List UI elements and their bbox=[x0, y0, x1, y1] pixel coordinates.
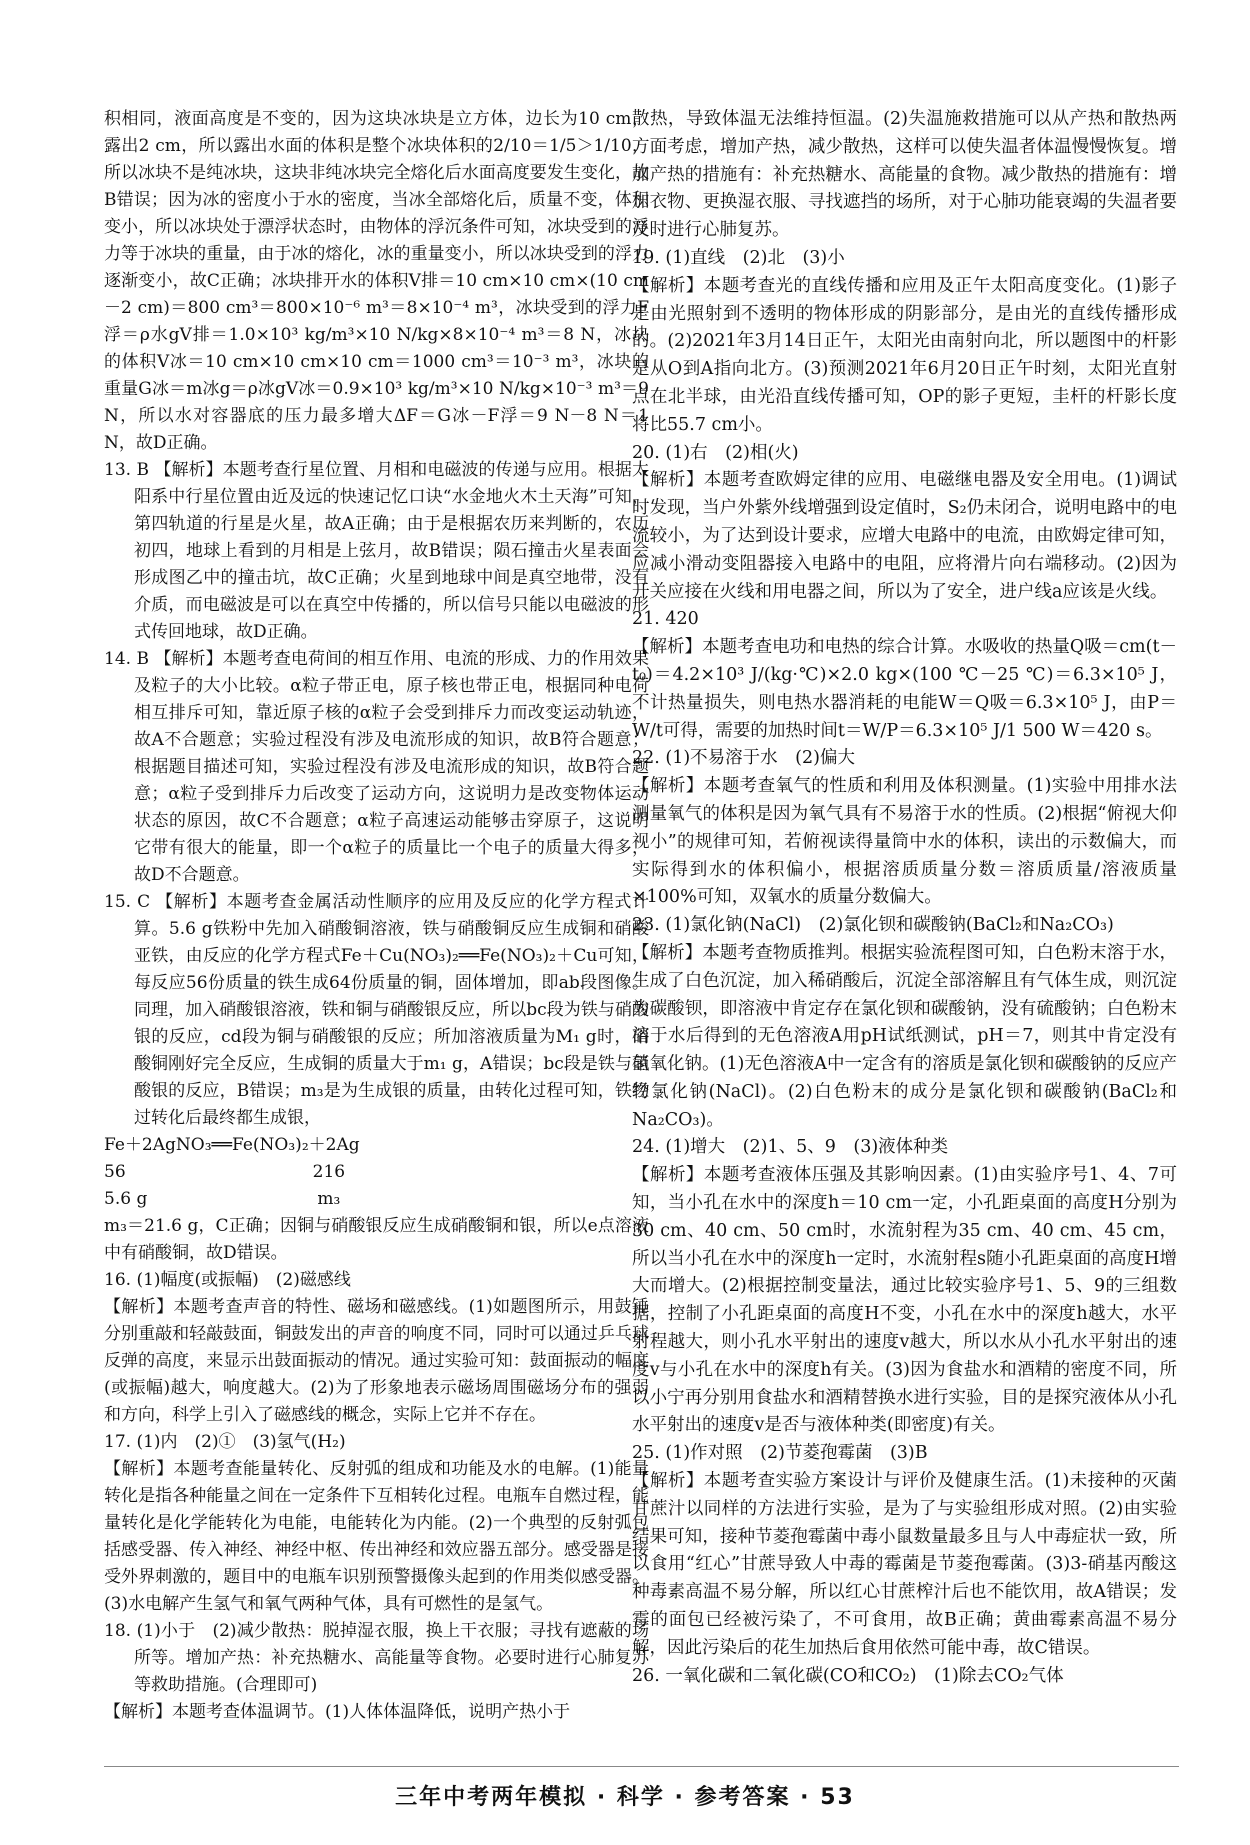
right-analysis-21: 【解析】本题考查电功和电热的综合计算。水吸收的热量Q吸＝cm(t－t₀)＝4.2×10³ J/(kg·℃)×2.0 kg×(100 ℃－25 ℃)＝6.3×10⁵ J，不计热量损失，则电热水器消耗的电能W＝Q吸＝6.3×10⁵ J，由P＝W/t可得，需要的加热时间t＝W/P＝6.3×10⁵ J/1 500 W＝420 s。 bbox=[632, 637, 1177, 741]
left-answer-18: 18. (1)小于 (2)减少散热：脱掉湿衣服，换上干衣服；寻找有遮蔽的场所等。增加产热：补充热糖水、高能量等食物。必要时进行心肺复苏等救助措施。(合理即可) bbox=[104, 1621, 649, 1695]
right-answer-21: 21. 420 bbox=[632, 609, 699, 630]
right-answer-26: 26. 一氧化碳和二氧化碳(CO和CO₂) (1)除去CO₂气体 bbox=[632, 1665, 1064, 1686]
right-analysis-25: 【解析】本题考查实验方案设计与评价及健康生活。(1)未接种的灭菌甘蔗汁以同样的方法进行实验，是为了与实验组形成对照。(2)由实验结果可知，接种节菱孢霉菌中毒小鼠数量最多且与人中毒症状一致，所以食用“红心”甘蔗导致人中毒的霉菌是节菱孢霉菌。(3)3-硝基丙酸这种毒素高温不易分解，所以红心甘蔗榨汁后也不能饮用，故A错误；发霉的面包已经被污染了，不可食用，故B正确；黄曲霉素高温不易分解，因此污染后的花生加热后食用依然可能中毒，故C错误。 bbox=[632, 1471, 1177, 1658]
left-analysis-17: 【解析】本题考查能量转化、反射弧的组成和功能及水的电解。(1)能量转化是指各种能量之间在一定条件下互相转化过程。电瓶车自燃过程，能量转化是化学能转化为电能，电能转化为内能。(2)一个典型的反射弧包括感受器、传入神经、神经中枢、传出神经和效应器五部分。感受器是接受外界刺激的，题目中的电瓶车识别预警摄像头起到的作用类似感受器。(3)水电解产生氢气和氧气两种气体，具有可燃性的是氢气。 bbox=[104, 1459, 649, 1614]
right-answer-25: 25. (1)作对照 (2)节菱孢霉菌 (3)B bbox=[632, 1443, 928, 1464]
right-answer-20: 20. (1)右 (2)相(火) bbox=[632, 442, 799, 463]
right-answer-23: 23. (1)氯化钠(NaCl) (2)氯化钡和碳酸钠(BaCl₂和Na₂CO₃) bbox=[632, 915, 1114, 936]
left-equation-row1: 56 216 bbox=[104, 1162, 346, 1182]
left-answer-16: 16. (1)幅度(或振幅) (2)磁感线 bbox=[104, 1270, 351, 1290]
left-para-7: m₃＝21.6 g，C正确；因铜与硝酸银反应生成硝酸铜和银，所以e点溶液中有硝酸铜，故D错误。 bbox=[104, 1216, 649, 1263]
right-analysis-20: 【解析】本题考查欧姆定律的应用、电磁继电器及安全用电。(1)调试时发现，当户外紫外线增强到设定值时，S₂仍未闭合，说明电路中的电流较小，为了达到设计要求，应增大电路中的电流，由欧姆定律可知，应减小滑动变阻器接入电路中的电阻，应将滑片向右端移动。(2)因为开关应接在火线和用电器之间，所以为了安全，进户线a应该是火线。 bbox=[632, 470, 1177, 602]
right-analysis-23: 【解析】本题考查物质推判。根据实验流程图可知，白色粉末溶于水，生成了白色沉淀，加入稀硝酸后，沉淀全部溶解且有气体生成，则沉淀为碳酸钡，即溶液中肯定存在氯化钡和碳酸钠，没有硫酸钠；白色粉末溶于水后得到的无色溶液A用pH试纸测试，pH＝7，则其中肯定没有氢氧化钠。(1)无色溶液A中一定含有的溶质是氯化钡和碳酸钠的反应产物氯化钠(NaCl)。(2)白色粉末的成分是氯化钡和碳酸钠(BaCl₂和Na₂CO₃)。 bbox=[632, 942, 1177, 1130]
left-analysis-18: 【解析】本题考查体温调节。(1)人体体温降低，说明产热小于 bbox=[104, 1702, 571, 1722]
page-footer: 三年中考两年模拟 · 科学 · 参考答案 · 53 bbox=[395, 1785, 855, 1810]
left-equation-row2: 5.6 g m₃ bbox=[104, 1189, 341, 1209]
left-para-1: 13. B 【解析】本题考查行星位置、月相和电磁波的传递与应用。根据太阳系中行星位置由近及远的快速记忆口诀“水金地火木土天海”可知，第四轨道的行星是火星，故A正确；由于是根据农历来判断的，农历初四，地球上看到的月相是上弦月，故B错误；陨石撞击火星表面会形成图乙中的撞击坑，故C正确；火星到地球中间是真空地带，没有介质，而电磁波是可以在真空中传播的，所以信号只能以电磁波的形式传回地球，故D正确。 bbox=[104, 460, 649, 642]
right-analysis-24: 【解析】本题考查液体压强及其影响因素。(1)由实验序号1、4、7可知，当小孔在水中的深度h＝10 cm一定，小孔距桌面的高度H分别为30 cm、40 cm、50 cm时，水流射程为35 cm、40 cm、45 cm，所以当小孔在水中的深度h一定时，水流射程s随小孔距桌面的高度H增大而增大。(2)根据控制变量法，通过比较实验序号1、5、9的三组数据，控制了小孔距桌面的高度H不变，小孔在水中的深度h越大，水平射程越大，则小孔水平射出的速度v越大，所以水从小孔水平射出的速度v与小孔在水中的深度h有关。(3)因为食盐水和酒精的密度不同，所以小宁再分别用食盐水和酒精替换水进行实验，目的是探究液体从小孔水平射出的速度v是否与液体种类(即密度)有关。 bbox=[632, 1165, 1177, 1436]
right-answer-22: 22. (1)不易溶于水 (2)偏大 bbox=[632, 748, 855, 769]
right-answer-19: 19. (1)直线 (2)北 (3)小 bbox=[632, 247, 845, 268]
right-answer-24: 24. (1)增大 (2)1、5、9 (3)液体种类 bbox=[632, 1137, 949, 1158]
left-para-0: 积相同，液面高度是不变的，因为这块冰块是立方体，边长为10 cm，露出2 cm，所以露出水面的体积是整个冰块体积的2/10＝1/5＞1/10，所以冰块不是纯冰块，这块非纯冰块完全熔化后水面高度要发生变化，故B错误；因为冰的密度小于水的密度，当冰全部熔化后，质量不变，体积变小，所以冰块处于漂浮状态时，由物体的浮沉条件可知，冰块受到的浮力等于冰块的重量，由于冰的熔化，冰的重量变小，所以冰块受到的浮力逐渐变小，故C正确；冰块排开水的体积V排＝10 cm×10 cm×(10 cm－2 cm)＝800 cm³＝800×10⁻⁶ m³＝8×10⁻⁴ m³，冰块受到的浮力F浮＝ρ水gV排＝1.0×10³ kg/m³×10 N/kg×8×10⁻⁴ m³＝8 N，冰块的体积V冰＝10 cm×10 cm×10 cm＝1000 cm³＝10⁻³ m³，冰块的重量G冰＝m冰g＝ρ冰gV冰＝0.9×10³ kg/m³×10 N/kg×10⁻³ m³＝9 N，所以水对容器底的压力最多增大ΔF＝G冰－F浮＝9 N－8 N＝1 N，故D正确。 bbox=[104, 109, 649, 453]
left-column bbox=[104, 106, 649, 1726]
left-answer-17: 17. (1)内 (2)① (3)氢气(H₂) bbox=[104, 1432, 346, 1452]
right-analysis-19: 【解析】本题考查光的直线传播和应用及正午太阳高度变化。(1)影子是由光照射到不透明的物体形成的阴影部分，是由光的直线传播形成的。(2)2021年3月14日正午，太阳光由南射向北，所以题图中的杆影是从O到A指向北方。(3)预测2021年6月20日正午时刻，太阳光直射点在北半球，由光沿直线传播可知，OP的影子更短，圭杆的杆影长度将比55.7 cm小。 bbox=[632, 275, 1177, 435]
left-para-3: 15. C 【解析】本题考查金属活动性顺序的应用及反应的化学方程式计算。5.6 g铁粉中先加入硝酸铜溶液，铁与硝酸铜反应生成铜和硝酸亚铁，由反应的化学方程式Fe＋Cu(NO₃)₂══Fe(NO₃)₂＋Cu可知，每反应56份质量的铁生成64份质量的铜，固体增加，即ab段图像。同理，加入硝酸银溶液，铁和铜与硝酸银反应，所以bc段为铁与硝酸银的反应，cd段为铜与硝酸银的反应；所加溶液质量为M₁ g时，硝酸铜刚好完全反应，生成铜的质量大于m₁ g，A错误；bc段是铁与硝酸银的反应，B错误；m₃是为生成银的质量，由转化过程可知，铁经过转化后最终都生成银， bbox=[104, 892, 649, 1128]
left-para-2: 14. B 【解析】本题考查电荷间的相互作用、电流的形成、力的作用效果及粒子的大小比较。α粒子带正电，原子核也带正电，根据同种电荷相互排斥可知，靠近原子核的α粒子会受到排斥力而改变运动轨迹，故A不合题意；实验过程没有涉及电流形成的知识，故B符合题意；根据题目描述可知，实验过程没有涉及电流形成的知识，故B符合题意；α粒子受到排斥力后改变了运动方向，这说明力是改变物体运动状态的原因，故C不合题意；α粒子高速运动能够击穿原子，这说明它带有很大的能量，即一个α粒子的质量比一个电子的质量大得多，故D不合题意。 bbox=[104, 649, 649, 885]
left-analysis-16: 【解析】本题考查声音的特性、磁场和磁感线。(1)如题图所示，用鼓锤分别重敲和轻敲鼓面，铜鼓发出的声音的响度不同，同时可以通过乒乓球反弹的高度，来显示出鼓面振动的情况。通过实验可知：鼓面振动的幅度(或振幅)越大，响度越大。(2)为了形象地表示磁场周围磁场分布的强弱和方向，科学上引入了磁感线的概念，实际上它并不存在。 bbox=[104, 1297, 649, 1425]
right-analysis-22: 【解析】本题考查氧气的性质和利用及体积测量。(1)实验中用排水法测量氧气的体积是因为氧气具有不易溶于水的性质。(2)根据“俯视大仰视小”的规律可知，若俯视读得量筒中水的体积，读出的示数偏大，而实际得到水的体积偏小，根据溶质质量分数＝溶质质量/溶液质量×100%可知，双氧水的质量分数偏大。 bbox=[632, 776, 1177, 908]
footer-rule bbox=[104, 1766, 1179, 1767]
right-para-0: 散热，导致体温无法维持恒温。(2)失温施救措施可以从产热和散热两方面考虑，增加产热，减少散热，这样可以使失温者体温慢慢恢复。增加产热的措施有：补充热糖水、高能量的食物。减少散热的措施有：增加衣物、更换湿衣服、寻找遮挡的场所，对于心肺功能衰竭的失温者要及时进行心肺复苏。 bbox=[632, 109, 1177, 241]
right-column bbox=[632, 106, 1177, 1690]
left-equation: Fe＋2AgNO₃══Fe(NO₃)₂＋2Ag bbox=[104, 1135, 360, 1155]
